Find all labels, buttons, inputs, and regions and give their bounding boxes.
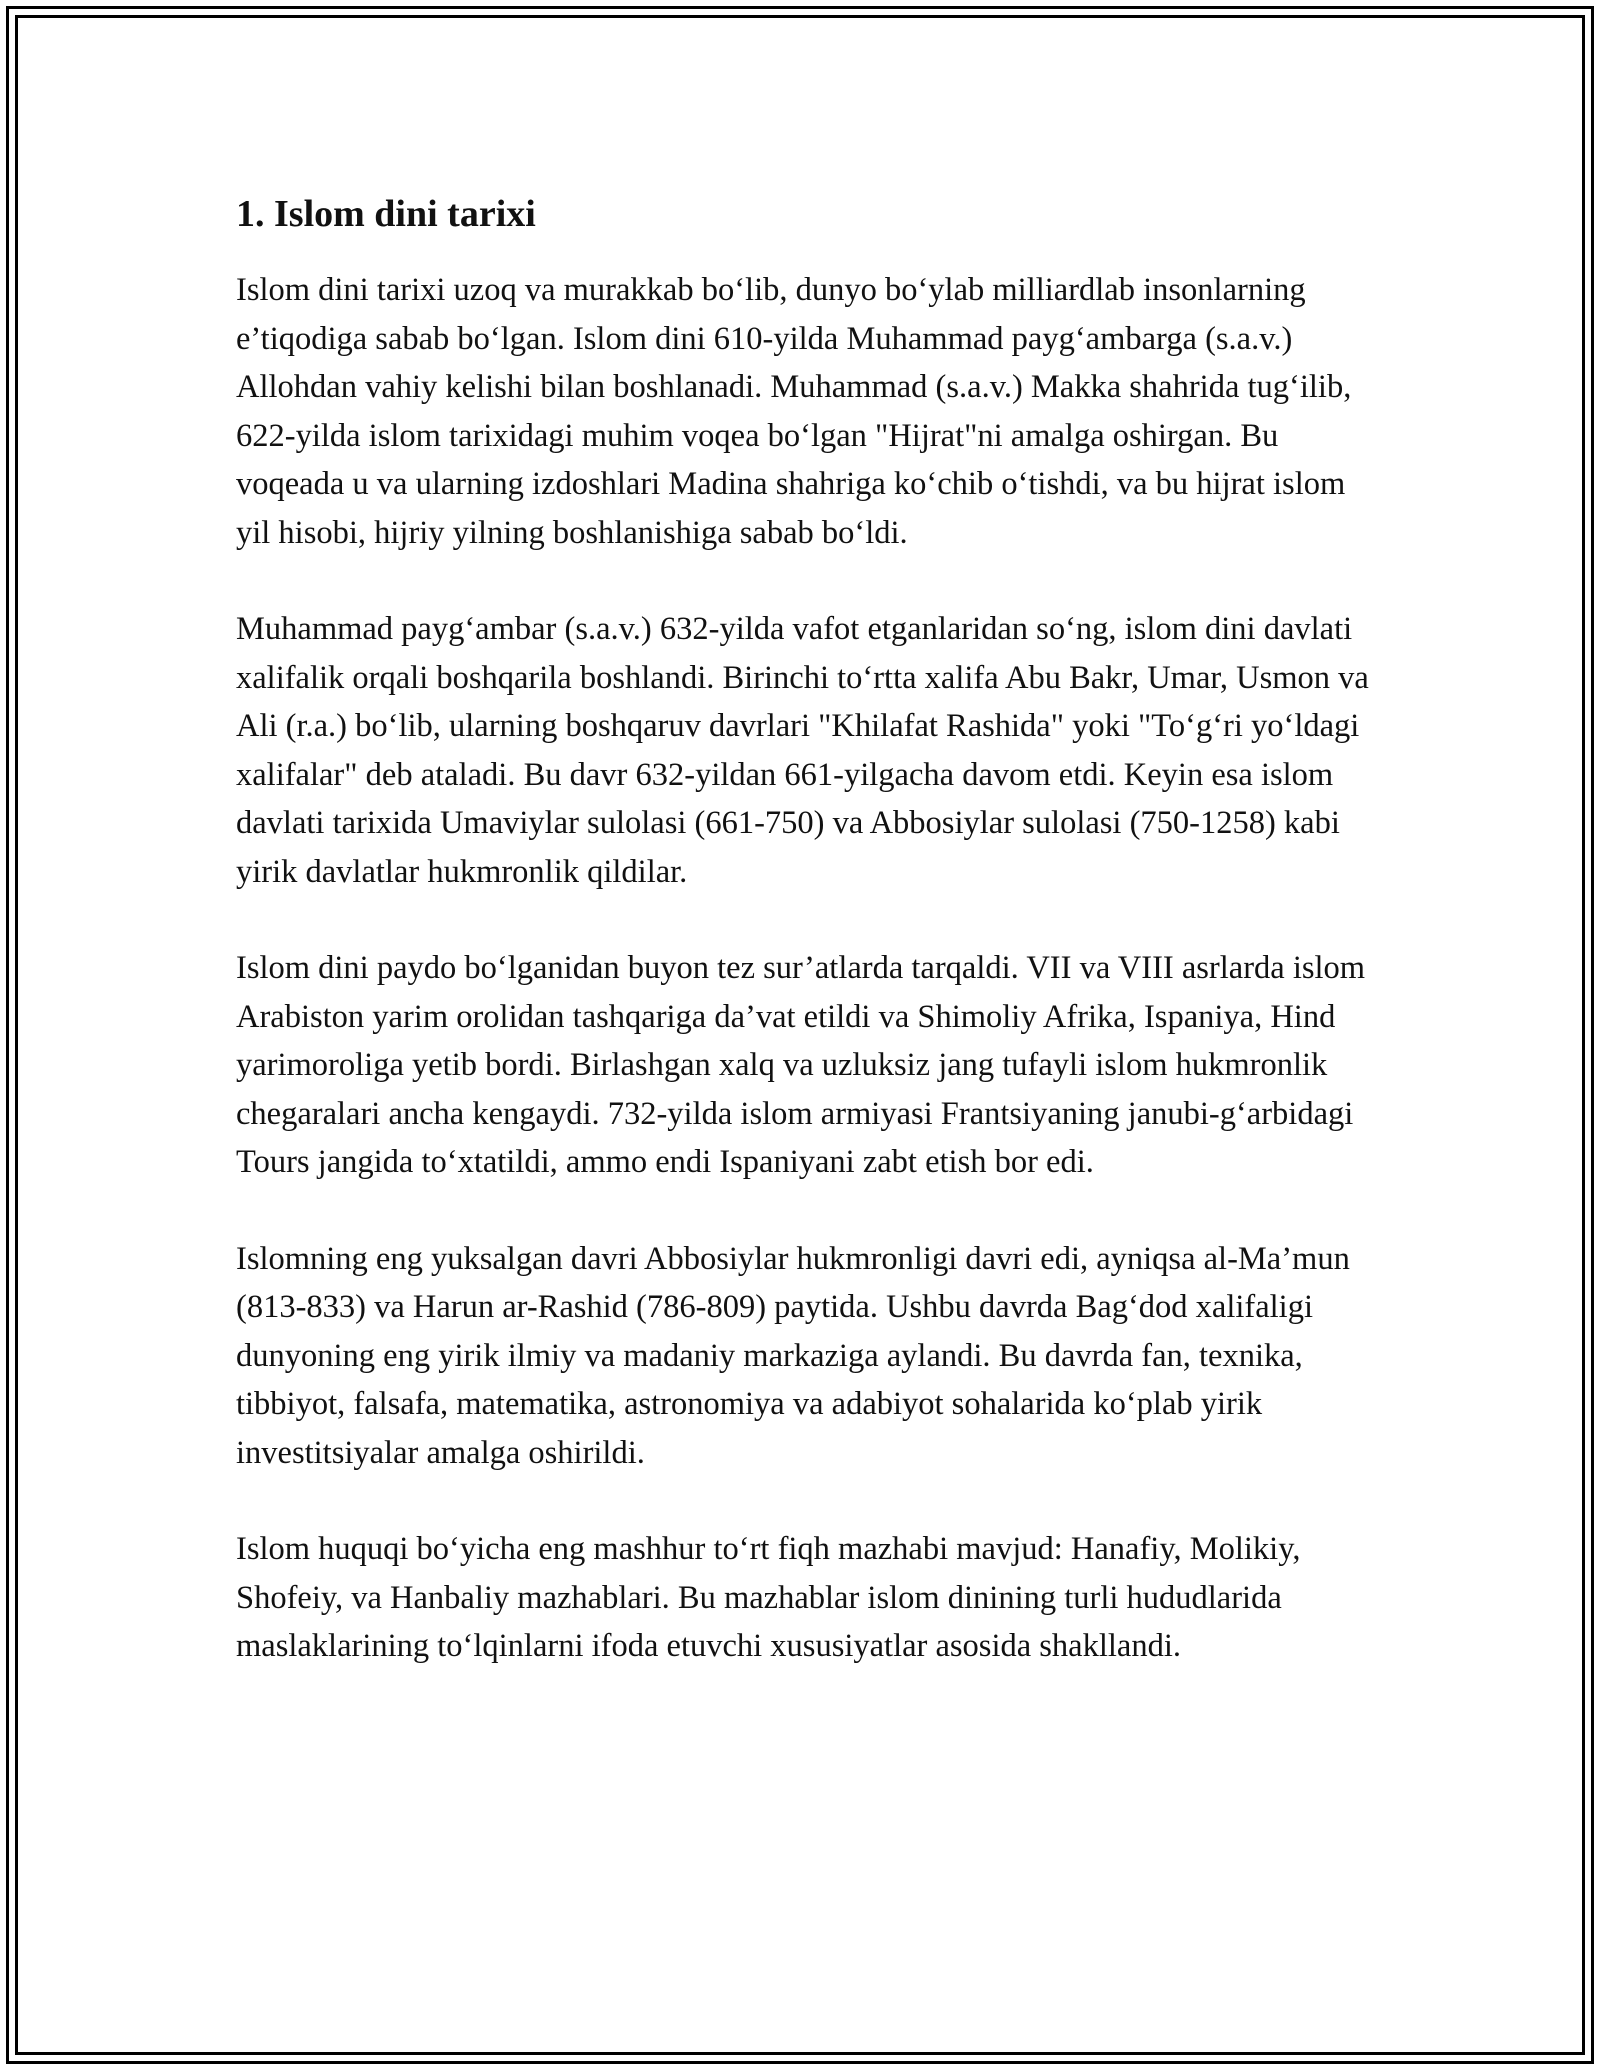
paragraph-4: Islomning eng yuksalgan davri Abbosiylar hukmronligi davri edi, ayniqsa al-Ma’mun (813-833) va Harun ar-Rashid (786-809) paytida. Ushbu davrda Bag‘dod xalifaligi dunyoning eng yirik ilmiy va madaniy markaziga aylandi. Bu davrda fan, texnika, tibbiyot, falsafa, matematika, astronomiya va adabiyot sohalarida ko‘plab yirik investitsiyalar amalga oshirildi. <box>236 1240 1350 1471</box>
section-heading: 1. Islom dini tarixi <box>236 193 536 235</box>
paragraph-5: Islom huquqi bo‘yicha eng mashhur to‘rt fiqh mazhabi mavjud: Hanafiy, Molikiy, Shofeiy, va Hanbaliy mazhablari. Bu mazhablar islom dinining turli hududlarida maslaklarining to‘lqinlarni ifoda etuvchi xususiyatlar asosida shakllandi. <box>236 1531 1301 1664</box>
paragraph-3: Islom dini paydo bo‘lganidan buyon tez sur’atlarda tarqaldi. VII va VIII asrlarda islom Arabiston yarim orolidan tashqariga da’vat etildi va Shimoliy Afrika, Ispaniya, Hind yarimoroliga yetib bordi. Birlashgan xalq va uzluksiz jang tufayli islom hukmronlik chegaralari ancha kengaydi. 732-yilda islom armiyasi Frantsiyaning janubi-g‘arbidagi Tours jangida to‘xtatildi, ammo endi Ispaniyani zabt etish bor edi. <box>236 950 1366 1180</box>
paragraph-1: Islom dini tarixi uzoq va murakkab bo‘lib, dunyo bo‘ylab milliardlab insonlarning e’tiqodiga sabab bo‘lgan. Islom dini 610-yilda Muhammad payg‘ambarga (s.a.v.) Allohdan vahiy kelishi bilan boshlanadi. Muhammad (s.a.v.) Makka shahrida tug‘ilib, 622-yilda islom tarixidagi muhim voqea bo‘lgan "Hijrat"ni amalga oshirgan. Bu voqeada u va ularning izdoshlari Madina shahriga ko‘chib o‘tishdi, va bu hijrat islom yil hisobi, hijriy yilning boshlanishiga sabab bo‘ldi. <box>236 272 1352 551</box>
paragraph-2: Muhammad payg‘ambar (s.a.v.) 632-yilda vafot etganlaridan so‘ng, islom dini davlati xalifalik orqali boshqarila boshlandi. Birinchi to‘rtta xalifa Abu Bakr, Umar, Usmon va Ali (r.a.) bo‘lib, ularning boshqaruv davrlari "Khilafat Rashida" yoki "To‘g‘ri yo‘ldagi xalifalar" deb ataladi. Bu davr 632-yildan 661-yilgacha davom etdi. Keyin esa islom davlati tarixida Umaviylar sulolasi (661-750) va Abbosiylar sulolasi (750-1258) kabi yirik davlatlar hukmronlik qildilar. <box>236 611 1369 890</box>
document-body <box>236 190 1376 1719</box>
